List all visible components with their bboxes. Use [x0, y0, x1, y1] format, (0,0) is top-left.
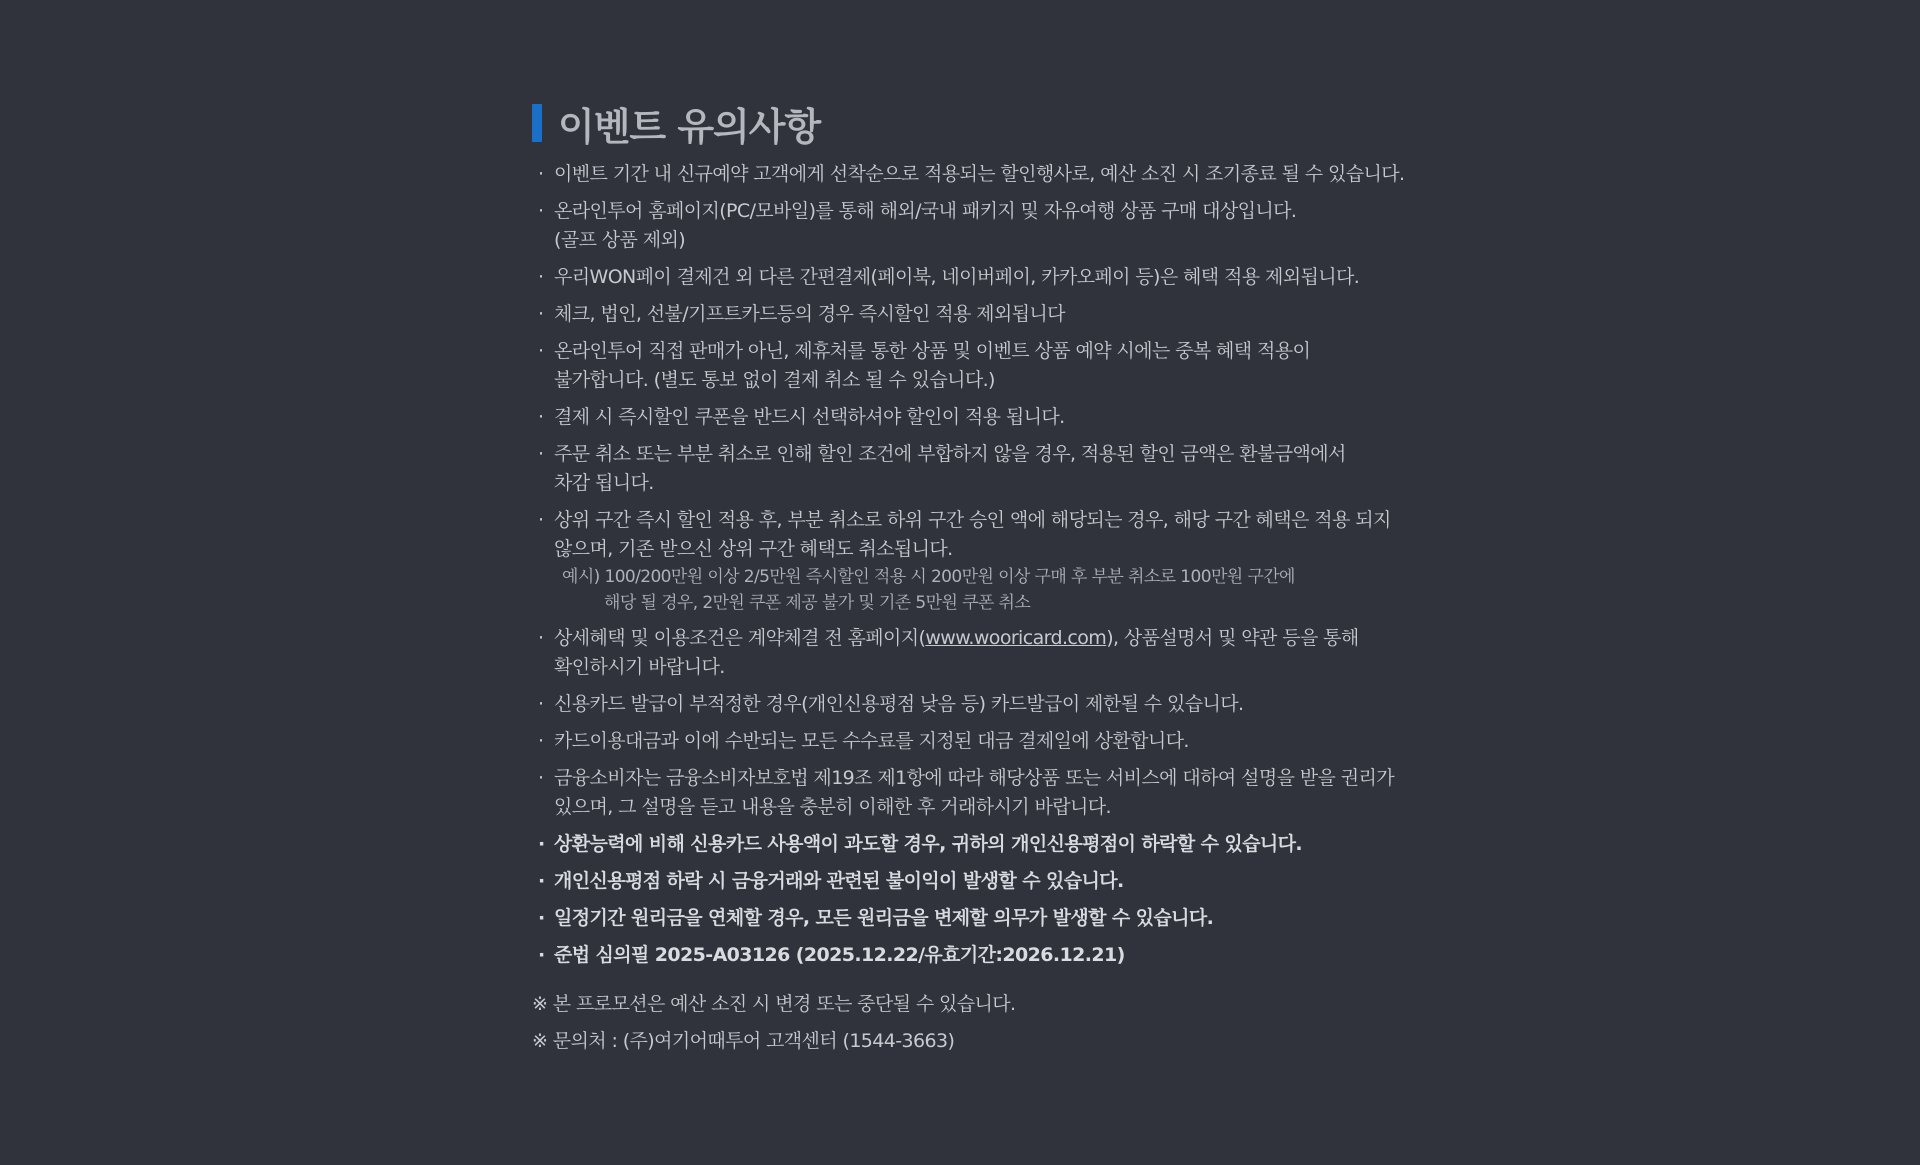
item-text: 우리WON페이 결제건 외 다른 간편결제(페이북, 네이버페이, 카카오페이 등)은 혜택 적용 제외됩니다.: [554, 266, 1360, 288]
list-item: [532, 337, 1432, 395]
list-item: [532, 403, 1432, 432]
list-item-warning: [532, 867, 1432, 896]
item-text: 일정기간 원리금을 연체할 경우, 모든 원리금을 변제할 의무가 발생할 수 있습니다.: [554, 907, 1214, 929]
bullet-icon: ·: [538, 443, 544, 465]
list-item: [532, 160, 1432, 189]
item-text: 확인하시기 바랍니다.: [554, 656, 725, 678]
promotion-note: ※ 본 프로모션은 예산 소진 시 변경 또는 중단될 수 있습니다.: [532, 993, 1016, 1015]
item-text: 상위 구간 즉시 할인 적용 후, 부분 취소로 하위 구간 승인 액에 해당되는 경우, 해당 구간 혜택은 적용 되지: [554, 509, 1391, 531]
bullet-icon: ·: [538, 200, 544, 222]
item-text: 차감 됩니다.: [554, 472, 654, 494]
bullet-icon: ·: [538, 406, 544, 428]
item-text: 신용카드 발급이 부적정한 경우(개인신용평점 낮음 등) 카드발급이 제한될 수 있습니다.: [554, 693, 1244, 715]
item-text: 온라인투어 홈페이지(PC/모바일)를 통해 해외/국내 패키지 및 자유여행 상품 구매 대상입니다.: [554, 200, 1297, 222]
bullet-icon: ·: [538, 944, 545, 966]
bullet-icon: ·: [538, 509, 544, 531]
wooricard-link[interactable]: www.wooricard.com: [925, 627, 1107, 649]
list-item: [532, 300, 1432, 329]
list-item-warning: [532, 904, 1432, 933]
item-text: 카드이용대금과 이에 수반되는 모든 수수료를 지정된 대금 결제일에 상환합니다.: [554, 730, 1189, 752]
item-text: 않으며, 기존 받으신 상위 구간 혜택도 취소됩니다.: [554, 538, 953, 560]
list-item: [532, 727, 1432, 756]
bullet-icon: ·: [538, 870, 545, 892]
list-item: [532, 197, 1432, 255]
example-text: 해당 될 경우, 2만원 쿠폰 제공 불가 및 기존 5만원 쿠폰 취소: [604, 593, 1031, 613]
list-item: [532, 506, 1432, 616]
list-item: [532, 764, 1432, 822]
bullet-icon: ·: [538, 627, 544, 649]
title-accent-bar: [532, 104, 542, 142]
bullet-icon: ·: [538, 266, 544, 288]
footnotes: [532, 990, 1432, 1056]
bullet-icon: ·: [538, 340, 544, 362]
item-text: 결제 시 즉시할인 쿠폰을 반드시 선택하셔야 할인이 적용 됩니다.: [554, 406, 1065, 428]
item-text: 금융소비자는 금융소비자보호법 제19조 제1항에 따라 해당상품 또는 서비스에 대하여 설명을 받을 권리가: [554, 767, 1394, 789]
item-text: 주문 취소 또는 부분 취소로 인해 할인 조건에 부합하지 않을 경우, 적용된 할인 금액은 환불금액에서: [554, 443, 1346, 465]
example-text: 예시) 100/200만원 이상 2/5만원 즉시할인 적용 시 200만원 이상 구매 후 부분 취소로 100만원 구간에: [562, 567, 1295, 587]
item-text: 개인신용평점 하락 시 금융거래와 관련된 불이익이 발생할 수 있습니다.: [554, 870, 1124, 892]
bullet-icon: ·: [538, 767, 544, 789]
item-text: [554, 624, 1432, 653]
bullet-icon: ·: [538, 833, 545, 855]
list-item-warning: [532, 830, 1432, 859]
item-text-before-link: 상세혜택 및 이용조건은 계약체결 전 홈페이지(: [554, 627, 926, 649]
item-text: 체크, 법인, 선불/기프트카드등의 경우 즉시할인 적용 제외됩니다: [554, 303, 1065, 325]
contact-note: ※ 문의처 : (주)여기어때투어 고객센터 (1544-3663): [532, 1030, 955, 1052]
notice-list: [532, 160, 1432, 970]
list-item: [532, 440, 1432, 498]
item-text-after-link: ), 상품설명서 및 약관 등을 통해: [1106, 627, 1359, 649]
item-text: 있으며, 그 설명을 듣고 내용을 충분히 이해한 후 거래하시기 바랍니다.: [554, 796, 1111, 818]
page-title: 이벤트 유의사항: [558, 104, 821, 149]
bullet-icon: ·: [538, 163, 544, 185]
bullet-icon: ·: [538, 693, 544, 715]
bullet-icon: ·: [538, 303, 544, 325]
bullet-icon: ·: [538, 907, 545, 929]
list-item: [532, 263, 1432, 292]
item-text: 온라인투어 직접 판매가 아닌, 제휴처를 통한 상품 및 이벤트 상품 예약 시에는 중복 혜택 적용이: [554, 340, 1311, 362]
list-item: [532, 690, 1432, 719]
bullet-icon: ·: [538, 730, 544, 752]
list-item: [532, 624, 1432, 682]
event-notice: [532, 98, 1432, 1064]
notice-header: [532, 98, 1432, 148]
item-text: 상환능력에 비해 신용카드 사용액이 과도할 경우, 귀하의 개인신용평점이 하락할 수 있습니다.: [554, 833, 1303, 855]
list-item-compliance: [532, 941, 1432, 970]
item-text: 불가합니다. (별도 통보 없이 결제 취소 될 수 있습니다.): [554, 369, 995, 391]
item-text: 이벤트 기간 내 신규예약 고객에게 선착순으로 적용되는 할인행사로, 예산 소진 시 조기종료 될 수 있습니다.: [554, 163, 1405, 185]
item-text: (골프 상품 제외): [554, 229, 686, 251]
item-text: 준법 심의필 2025-A03126 (2025.12.22/유효기간:2026.12.21): [554, 944, 1125, 966]
